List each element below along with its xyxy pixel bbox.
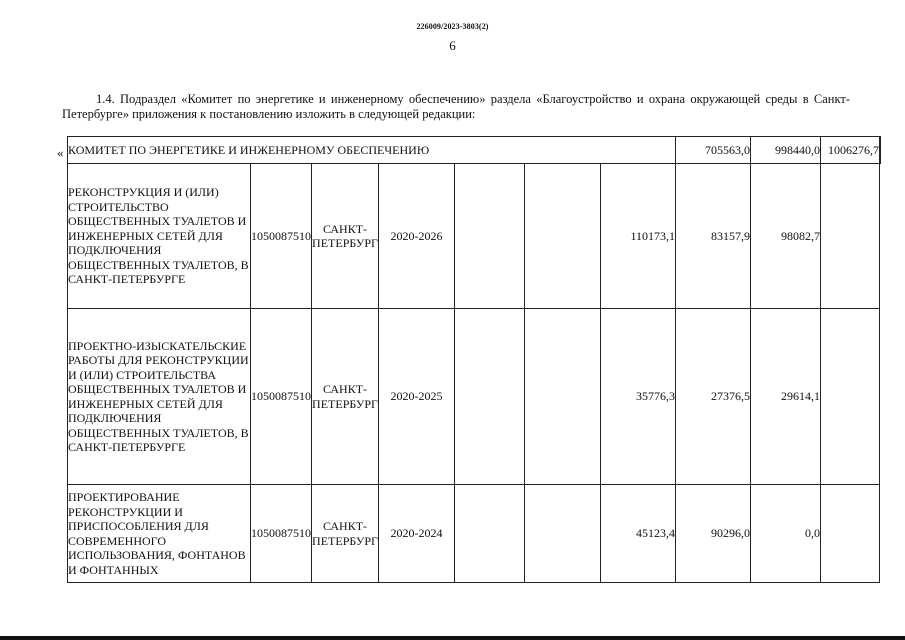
item-code: 1050087510 [251, 485, 312, 583]
empty-cell [821, 309, 880, 485]
empty-cell [455, 164, 525, 309]
item-value-1: 45123,4 [601, 485, 676, 583]
item-value-3: 98082,7 [751, 164, 821, 309]
intro-paragraph: 1.4. Подраздел «Комитет по энергетике и инженерному обеспечению» раздела «Благоустройство и охрана окружающей среды в Санкт-Петербурге» приложения к постановлению изложить в следующей редакции: [62, 92, 850, 121]
page-edge-divider [0, 636, 905, 640]
item-value-3: 0,0 [751, 485, 821, 583]
budget-table [67, 136, 881, 583]
empty-cell [821, 164, 880, 309]
empty-cell [455, 485, 525, 583]
item-city: САНКТ-ПЕТЕРБУРГ [312, 164, 379, 309]
empty-cell [525, 164, 601, 309]
item-period: 2020-2026 [379, 164, 455, 309]
empty-cell [880, 137, 881, 164]
item-name: ПРОЕКТИРОВАНИЕ РЕКОНСТРУКЦИИ И ПРИСПОСОБЛЕНИЯ ДЛЯ СОВРЕМЕННОГО ИСПОЛЬЗОВАНИЯ, ФОНТАНОВ И ФОНТАННЫХ [68, 485, 251, 583]
item-value-2: 27376,5 [676, 309, 751, 485]
item-value-2: 83157,9 [676, 164, 751, 309]
item-name: ПРОЕКТНО-ИЗЫСКАТЕЛЬСКИЕ РАБОТЫ ДЛЯ РЕКОНСТРУКЦИИ И (ИЛИ) СТРОИТЕЛЬСТВА ОБЩЕСТВЕННЫХ ТУАЛЕТОВ И ИНЖЕНЕРНЫХ СЕТЕЙ ДЛЯ ПОДКЛЮЧЕНИЯ ОБЩЕСТВЕННЫХ ТУАЛЕТОВ, В САНКТ-ПЕТЕРБУРГЕ [68, 309, 251, 485]
empty-cell [525, 309, 601, 485]
table-row [68, 485, 881, 583]
opening-quote: « [57, 145, 64, 160]
total-value-1: 705563,0 [676, 137, 751, 164]
section-title: КОМИТЕТ ПО ЭНЕРГЕТИКЕ И ИНЖЕНЕРНОМУ ОБЕСПЕЧЕНИЮ [68, 137, 676, 164]
item-value-2: 90296,0 [676, 485, 751, 583]
item-name: РЕКОНСТРУКЦИЯ И (ИЛИ) СТРОИТЕЛЬСТВО ОБЩЕСТВЕННЫХ ТУАЛЕТОВ И ИНЖЕНЕРНЫХ СЕТЕЙ ДЛЯ ПОДКЛЮЧЕНИЯ ОБЩЕСТВЕННЫХ ТУАЛЕТОВ, В САНКТ-ПЕТЕРБУРГЕ [68, 164, 251, 309]
item-code: 1050087510 [251, 164, 312, 309]
item-value-1: 110173,1 [601, 164, 676, 309]
item-value-3: 29614,1 [751, 309, 821, 485]
item-value-1: 35776,3 [601, 309, 676, 485]
total-value-3: 1006276,7 [821, 137, 880, 164]
item-period: 2020-2024 [379, 485, 455, 583]
document-number: 226009/2023-3803(2) [416, 22, 489, 31]
empty-cell [455, 309, 525, 485]
table-row [68, 164, 881, 309]
item-city: САНКТ-ПЕТЕРБУРГ [312, 309, 379, 485]
item-code: 1050087510 [251, 309, 312, 485]
table-row [68, 309, 881, 485]
item-period: 2020-2025 [379, 309, 455, 485]
table-header-row [68, 137, 881, 164]
empty-cell [821, 485, 880, 583]
page-number: 6 [449, 38, 456, 53]
item-city: САНКТ-ПЕТЕРБУРГ [312, 485, 379, 583]
empty-cell [525, 485, 601, 583]
total-value-2: 998440,0 [751, 137, 821, 164]
